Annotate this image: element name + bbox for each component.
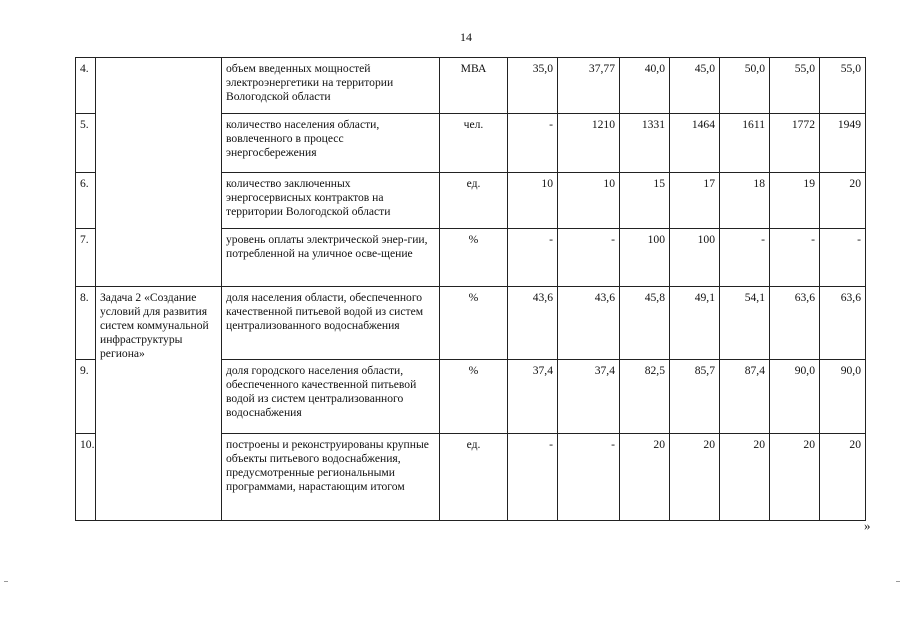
- indicator-name: объем введенных мощностей электроэнергетики на территории Вологодской области: [222, 58, 440, 114]
- unit: ед.: [440, 173, 508, 229]
- indicator-name: уровень оплаты электрической энер-гии, потребленной на уличное осве-щение: [222, 229, 440, 287]
- value-cell: 100: [670, 229, 720, 287]
- indicator-name: доля городского населения области, обеспеченного качественной питьевой водой из систем централизованного водоснабжения: [222, 360, 440, 434]
- value-cell: 43,6: [508, 287, 558, 360]
- value-cell: 43,6: [558, 287, 620, 360]
- value-cell: 54,1: [720, 287, 770, 360]
- value-cell: 20: [720, 434, 770, 521]
- row-number: 10.: [76, 434, 96, 521]
- value-cell: -: [770, 229, 820, 287]
- value-cell: 87,4: [720, 360, 770, 434]
- value-cell: 63,6: [770, 287, 820, 360]
- row-number: 7.: [76, 229, 96, 287]
- value-cell: 20: [670, 434, 720, 521]
- value-cell: 37,77: [558, 58, 620, 114]
- scan-edge-mark-left: [4, 581, 8, 582]
- value-cell: 50,0: [720, 58, 770, 114]
- row-number: 5.: [76, 114, 96, 173]
- value-cell: 35,0: [508, 58, 558, 114]
- unit: ед.: [440, 434, 508, 521]
- table-row: [76, 58, 866, 114]
- indicator-name: количество заключенных энергосервисных контрактов на территории Вологодской области: [222, 173, 440, 229]
- value-cell: 40,0: [620, 58, 670, 114]
- value-cell: 82,5: [620, 360, 670, 434]
- value-cell: 49,1: [670, 287, 720, 360]
- value-cell: 15: [620, 173, 670, 229]
- value-cell: 18: [720, 173, 770, 229]
- unit: %: [440, 287, 508, 360]
- value-cell: -: [720, 229, 770, 287]
- row-number: 6.: [76, 173, 96, 229]
- task-name: Задача 2 «Создание условий для развития систем коммунальной инфраструктуры региона»: [96, 287, 222, 521]
- value-cell: -: [558, 434, 620, 521]
- unit: МВА: [440, 58, 508, 114]
- unit: чел.: [440, 114, 508, 173]
- value-cell: 100: [620, 229, 670, 287]
- value-cell: -: [508, 114, 558, 173]
- value-cell: 20: [820, 434, 866, 521]
- value-cell: -: [508, 229, 558, 287]
- indicators-table: [75, 57, 866, 521]
- value-cell: 1611: [720, 114, 770, 173]
- closing-quote-mark: »: [864, 518, 871, 533]
- value-cell: 90,0: [770, 360, 820, 434]
- value-cell: 19: [770, 173, 820, 229]
- value-cell: 85,7: [670, 360, 720, 434]
- value-cell: 45,0: [670, 58, 720, 114]
- task-cell-empty: [96, 58, 222, 287]
- unit: %: [440, 229, 508, 287]
- value-cell: 1949: [820, 114, 866, 173]
- table-row: [76, 287, 866, 360]
- indicator-name: доля населения области, обеспеченного качественной питьевой водой из систем централизованного водоснабжения: [222, 287, 440, 360]
- row-number: 9.: [76, 360, 96, 434]
- value-cell: -: [558, 229, 620, 287]
- row-number: 8.: [76, 287, 96, 360]
- value-cell: 1331: [620, 114, 670, 173]
- indicator-name: построены и реконструированы крупные объекты питьевого водоснабжения, предусмотренные региональными программами, нарастающим итогом: [222, 434, 440, 521]
- indicator-name: количество населения области, вовлеченного в процесс энергосбережения: [222, 114, 440, 173]
- value-cell: -: [508, 434, 558, 521]
- value-cell: 55,0: [770, 58, 820, 114]
- value-cell: 20: [620, 434, 670, 521]
- row-number: 4.: [76, 58, 96, 114]
- scan-edge-mark-right: [896, 581, 900, 582]
- value-cell: 20: [820, 173, 866, 229]
- value-cell: 10: [558, 173, 620, 229]
- value-cell: 90,0: [820, 360, 866, 434]
- value-cell: 1772: [770, 114, 820, 173]
- page-number: 14: [460, 30, 472, 44]
- value-cell: 55,0: [820, 58, 866, 114]
- value-cell: -: [820, 229, 866, 287]
- value-cell: 17: [670, 173, 720, 229]
- value-cell: 37,4: [508, 360, 558, 434]
- value-cell: 20: [770, 434, 820, 521]
- value-cell: 37,4: [558, 360, 620, 434]
- value-cell: 63,6: [820, 287, 866, 360]
- value-cell: 1464: [670, 114, 720, 173]
- value-cell: 45,8: [620, 287, 670, 360]
- value-cell: 10: [508, 173, 558, 229]
- value-cell: 1210: [558, 114, 620, 173]
- unit: %: [440, 360, 508, 434]
